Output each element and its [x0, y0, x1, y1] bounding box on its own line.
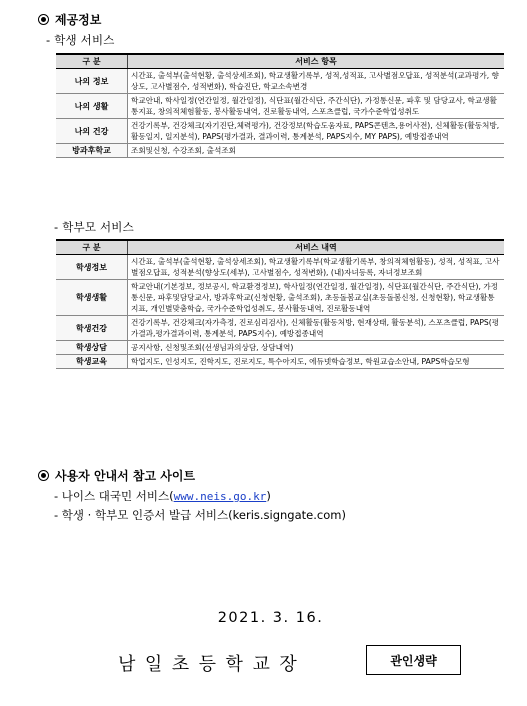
table-row	[56, 119, 504, 144]
circle-bullet-icon	[38, 14, 49, 25]
certificate-reference-line	[54, 507, 346, 523]
row-category: 방과후학교	[56, 144, 128, 158]
circle-bullet-icon	[38, 470, 49, 481]
table-row	[56, 280, 504, 316]
reference-heading	[38, 467, 195, 484]
table-row	[56, 144, 504, 158]
neis-reference-suffix: )	[266, 489, 271, 503]
issue-date: 2021. 3. 16.	[217, 610, 324, 626]
table-header-row	[56, 240, 504, 255]
row-category: 학생교육	[56, 355, 128, 369]
table-row	[56, 316, 504, 341]
provided-info-title: 제공정보	[55, 13, 102, 27]
row-category: 학생정보	[56, 255, 128, 280]
row-content: 공지사항, 신청및조회(선생님과의상담, 상담내역)	[128, 341, 505, 355]
table-header-row	[56, 54, 504, 69]
row-content: 시간표, 출석부(출석현황, 출석상세조회), 학교생활기록부, 성적,성적표, 고사별점오답표, 성적분석(교과평가, 향상도, 고사별점수, 성적변화), 학습진단, 학교소속변경	[128, 69, 505, 94]
row-category: 나의 생활	[56, 94, 128, 119]
header-category: 구 분	[56, 54, 128, 69]
row-content: 학업지도, 인성지도, 진학지도, 진로지도, 특수아지도, 에듀넷학습정보, 학원교습소안내, PAPS학습모형	[128, 355, 505, 369]
row-content: 학교안내(기본정보, 정보공시, 학교환경정보), 학사일정(연간일정, 월간일정), 식단표(월간식단, 주간식단), 가정통신문, 파후및담당교사, 방과후학교(신청현황, 출석조회), 초등돌봄교실(초등돌봄신청, 신청현황), 학교생활통지표, 개인별맞춤학습, 국가수준학업성취도, 봉사활동내역, 진로활동내역	[128, 280, 505, 316]
row-content: 시간표, 출석부(출석현황, 출석상세조회), 학교생활기록부(학교생활기록부, 창의적체험활동), 성적, 성적표, 고사별점오답표, 성적분석(향상도(세부), 고사별점수, 성적변화), (내)자녀등록, 자녀정보조회	[128, 255, 505, 280]
table-row	[56, 94, 504, 119]
row-category: 나의 정보	[56, 69, 128, 94]
table-row	[56, 69, 504, 94]
row-content: 조회및신청, 수강조회, 출석조회	[128, 144, 505, 158]
neis-link[interactable]: www.neis.go.kr	[173, 490, 267, 503]
row-category: 학생건강	[56, 316, 128, 341]
school-principal-name: 남일초등학교장	[118, 654, 307, 675]
certificate-reference-text: - 학생 · 학부모 인증서 발급 서비스(keris.signgate.com)	[54, 508, 346, 522]
row-content: 학교안내, 학사일정(연간일정, 월간일정), 식단표(월간식단, 주간식단), 가정통신문, 파후 및 담당교사, 학교생활통지표, 창의적체험활동, 봉사활동내역, 진로활동내역, 스포츠클럽, 국가수준학업성취도	[128, 94, 505, 119]
seal-omitted-stamp: 관인생략	[366, 645, 461, 675]
row-content: 건강기록부, 건강체크(자가측정, 진로심리검사), 신체활동(활동처방, 현재상태, 활동분석), 스포츠클럽, PAPS(평가결과,평가결과이력, 통계분석, PAPS지수), 예방접종내역	[128, 316, 505, 341]
student-service-heading: - 학생 서비스	[46, 33, 115, 47]
table-row	[56, 255, 504, 280]
reference-title: 사용자 안내서 참고 사이트	[55, 469, 196, 483]
header-items: 서비스 항목	[128, 54, 505, 69]
row-category: 학생상담	[56, 341, 128, 355]
neis-reference-line	[54, 488, 271, 504]
neis-reference-prefix: - 나이스 대국민 서비스(	[54, 489, 174, 503]
row-category: 학생생활	[56, 280, 128, 316]
student-service-table	[56, 53, 504, 158]
row-content: 건강기록부, 건강체크(자기진단,체력평가), 건강정보(학습도움자료, PAPS콘텐츠,용어사전), 신체활동(활동처방, 활동일지, 일지분석), PAPS(평가결과, 결과이력, 통계분석, PAPS지수, MY PAPS), 예방접종내역	[128, 119, 505, 144]
header-category: 구 분	[56, 240, 128, 255]
parent-service-table	[56, 239, 504, 369]
table-row	[56, 355, 504, 369]
header-items: 서비스 내역	[128, 240, 505, 255]
parent-service-heading: - 학부모 서비스	[54, 220, 134, 234]
provided-info-heading	[38, 11, 101, 28]
row-category: 나의 건강	[56, 119, 128, 144]
table-row	[56, 341, 504, 355]
